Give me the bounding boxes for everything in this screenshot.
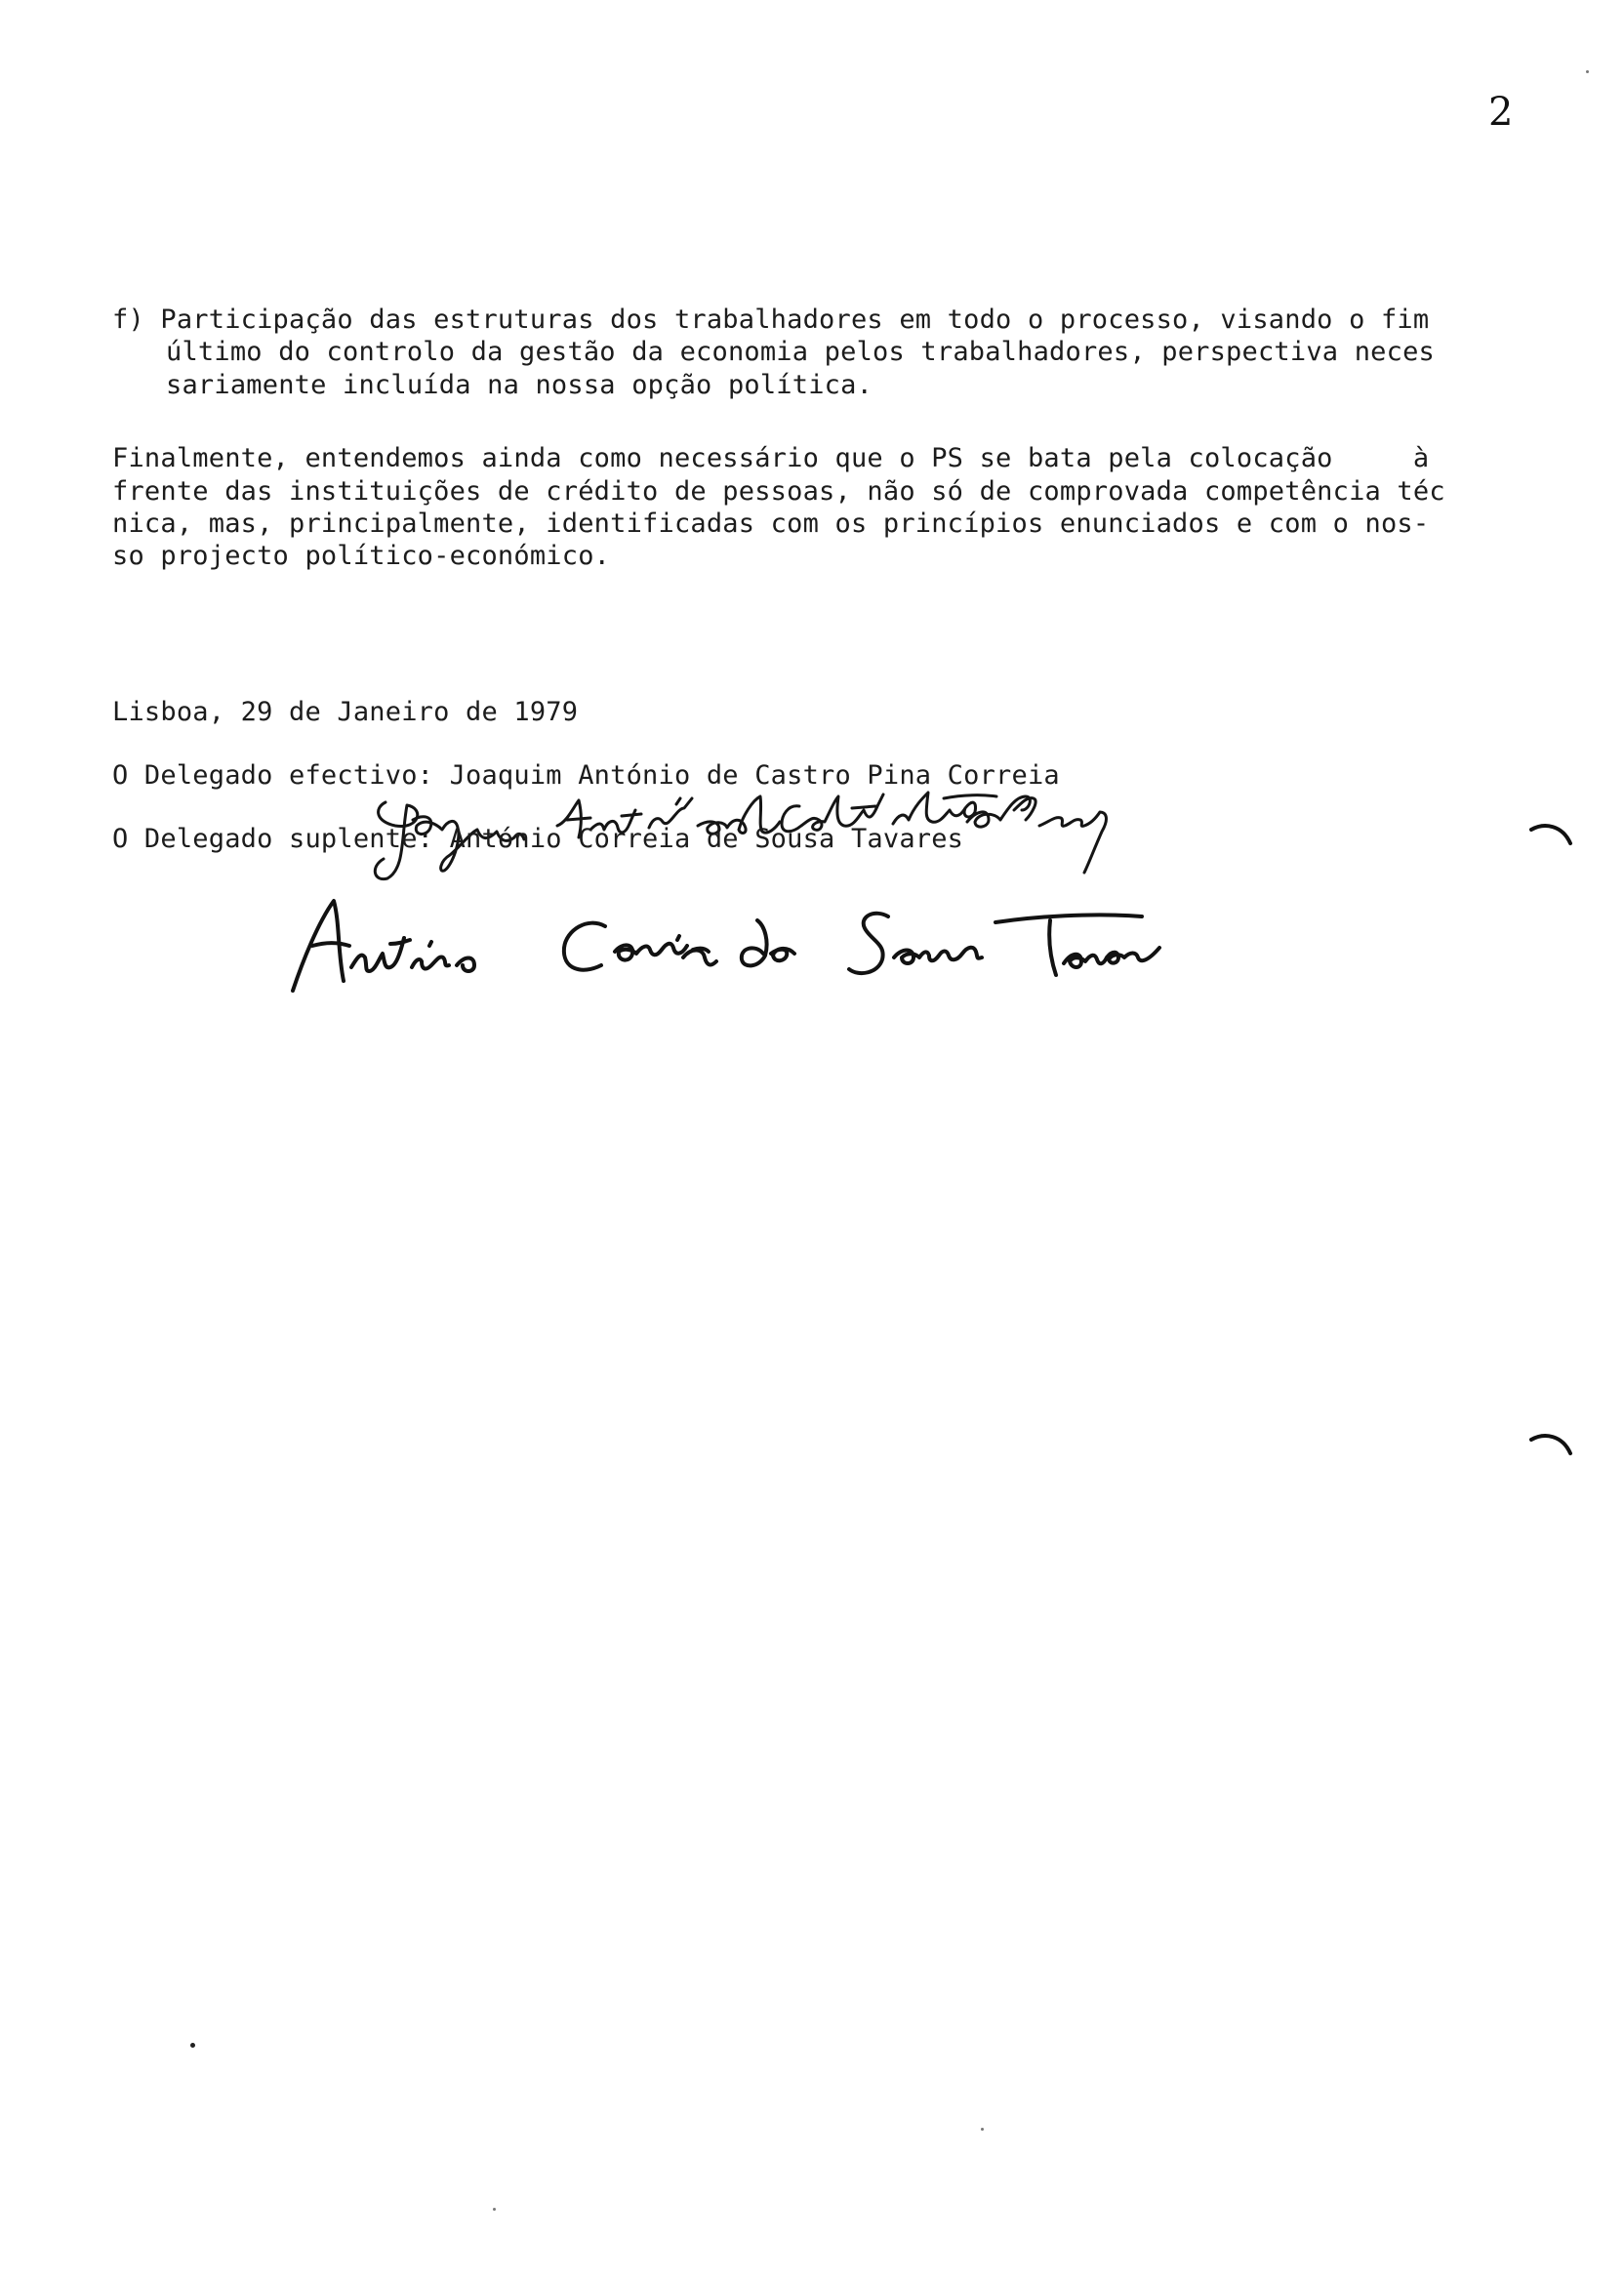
closing-line-1: Finalmente, entendemos ainda como necessário que o PS se bata pela colocação à <box>112 443 1430 473</box>
item-f-line-2: último do controlo da gestão da economia pelos trabalhadores, perspectiva neces <box>166 337 1435 367</box>
margin-mark-upper <box>1527 820 1576 859</box>
place-date: Lisboa, 29 de Janeiro de 1979 <box>112 697 579 727</box>
item-f-line-3: sariamente incluída na nossa opção política. <box>166 370 873 400</box>
scan-speck <box>1586 70 1589 73</box>
effective-delegate-line: O Delegado efectivo: Joaquim António de Castro Pina Correia <box>112 760 1060 791</box>
closing-line-3: nica, mas, principalmente, identificadas com os princípios enunciados e com o nos- <box>112 509 1430 539</box>
margin-mark-lower <box>1527 1430 1576 1469</box>
page-number: 2 <box>1488 90 1514 135</box>
scan-speck <box>981 2128 984 2131</box>
item-f-line-1: f) Participação das estruturas dos trabalhadores em todo o processo, visando o fim <box>112 305 1430 335</box>
substitute-delegate-line: O Delegado suplente: António Correia de Sousa Tavares <box>112 824 964 854</box>
closing-line-4: so projecto político-económico. <box>112 541 611 571</box>
scan-speck <box>493 2208 496 2211</box>
substitute-delegate-signature <box>283 883 1200 1005</box>
scan-speck <box>190 2043 195 2048</box>
closing-line-2: frente das instituições de crédito de pessoas, não só de comprovada competência téc <box>112 476 1445 507</box>
